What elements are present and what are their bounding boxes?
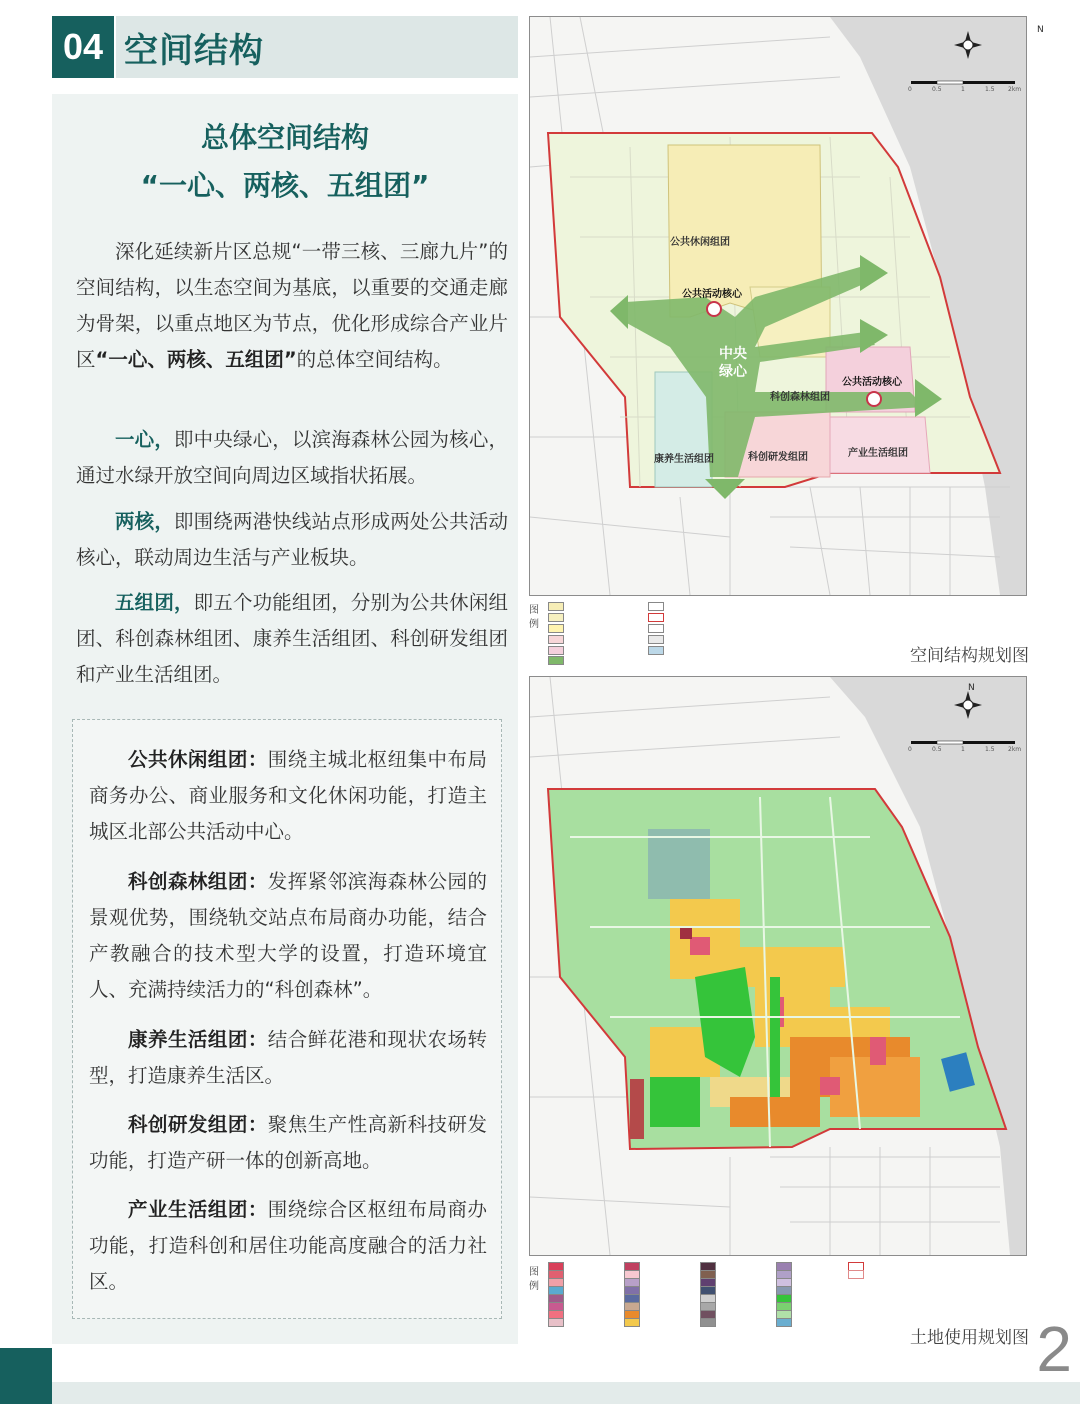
scale-bar <box>911 81 1015 84</box>
scale-0: 0 <box>908 86 912 93</box>
legend-swatches-1 <box>548 602 748 662</box>
section-number: 04 <box>52 16 114 78</box>
activity-core-marker-1 <box>707 302 721 316</box>
cluster-text: 结合鲜花港和现状农场转型，打造康养生活区。 <box>89 1028 487 1087</box>
label-core-2: 公共活动核心 <box>842 377 902 388</box>
cluster-name: 产业生活组团： <box>128 1198 268 1221</box>
north-letter: N <box>1037 25 1044 35</box>
cluster-rnd <box>89 1107 487 1179</box>
legend-swatches-2 <box>548 1262 888 1334</box>
scale-1: 1 <box>961 746 965 753</box>
point-text: 即五个功能组团，分别为公共休闲组团、科创森林组团、康养生活组团、科创研发组团和产业生活组团。 <box>76 591 508 686</box>
spatial-structure-svg <box>530 17 1026 595</box>
scale-1: 1 <box>961 86 965 93</box>
scale-1-5: 1.5 <box>985 86 995 93</box>
point-key: 一心， <box>115 428 174 451</box>
point-five-clusters <box>76 585 508 693</box>
footer-accent-block <box>0 1348 52 1404</box>
cluster-name: 科创研发组团： <box>128 1113 268 1136</box>
cluster-forest <box>89 864 487 1008</box>
footer-bar <box>52 1382 1080 1404</box>
cluster-text: 发挥紧邻滨海森林公园的景观优势，围绕轨交站点布局商办功能，结合产教融合的技术型大学的设置，打造环境宜人、充满持续活力的“科创森林”。 <box>89 870 487 1001</box>
cluster-leisure <box>89 742 487 850</box>
intro-text: 深化延续新片区总规“一带三核、三廊九片”的空间结构，以生态空间为基底，以重要的交通走廊为骨架，以重点地区为节点，优化形成综合产业片区 <box>76 240 508 371</box>
cluster-text: 聚焦生产性高新科技研发功能，打造产研一体的创新高地。 <box>89 1113 487 1172</box>
point-text: 即围绕两港快线站点形成两处公共活动核心，联动周边生活与产业板块。 <box>76 510 508 569</box>
west-strip <box>630 1079 644 1139</box>
text-panel <box>52 94 518 1344</box>
legend-title-2: 图例 <box>529 1267 539 1292</box>
scale-0: 0 <box>908 746 912 753</box>
intro-paragraph <box>76 234 508 378</box>
page-number: 2 <box>1036 1313 1072 1385</box>
heading-structure: 总体空间结构 <box>200 121 369 154</box>
heading-slogan: “一心、两核、五组团” <box>140 169 430 202</box>
point-key: 两核， <box>115 510 174 533</box>
legend-title-1: 图例 <box>529 605 539 630</box>
cluster-name: 科创森林组团： <box>128 870 268 893</box>
scale-2km: 2km <box>1008 746 1022 753</box>
cluster-text: 围绕综合区枢纽布局商办功能，打造科创和居住功能高度融合的活力社区。 <box>89 1198 487 1293</box>
scale-0-5: 0.5 <box>932 86 942 93</box>
label-green-core: 中央绿心 <box>719 346 747 380</box>
label-core-1: 公共活动核心 <box>682 289 742 300</box>
label-leisure: 公共休闲组团 <box>670 237 730 248</box>
spatial-structure-map <box>529 16 1044 596</box>
section-title: 空间结构 <box>124 30 264 71</box>
scale-0-5: 0.5 <box>932 746 942 753</box>
activity-core-marker-2 <box>867 392 881 406</box>
point-one-core <box>76 422 508 494</box>
scale-bar <box>911 741 1015 744</box>
landscape-basin <box>648 829 710 899</box>
cluster-health <box>89 1022 487 1094</box>
cluster-industry <box>89 1192 487 1300</box>
label-health: 康养生活组团 <box>654 454 714 465</box>
label-forest: 科创森林组团 <box>770 392 830 403</box>
north-letter: N <box>968 683 975 693</box>
cluster-description-box <box>72 719 502 1319</box>
map2-caption: 土地使用规划图 <box>910 1328 1029 1348</box>
cluster-name: 公共休闲组团： <box>128 748 268 771</box>
point-text: 即中央绿心，以滨海森林公园为核心，通过水绿开放空间向周边区域指状拓展。 <box>76 428 508 487</box>
cluster-name: 康养生活组团： <box>128 1028 268 1051</box>
map1-caption: 空间结构规划图 <box>910 646 1029 666</box>
point-two-cores <box>76 504 508 576</box>
scale-2km: 2km <box>1008 86 1022 93</box>
land-use-svg <box>530 677 1026 1255</box>
point-key: 五组团， <box>115 591 194 614</box>
intro-emphasis: “一心、两核、五组团” <box>95 348 297 371</box>
label-rnd: 科创研发组团 <box>748 452 808 463</box>
section-header <box>116 16 518 78</box>
label-industry: 产业生活组团 <box>848 448 908 459</box>
scale-1-5: 1.5 <box>985 746 995 753</box>
intro-text-end: 的总体空间结构。 <box>296 348 453 371</box>
cluster-text: 围绕主城北枢纽集中布局商务办公、商业服务和文化休闲功能，打造主城区北部公共活动中心。 <box>89 748 487 843</box>
land-use-map <box>529 676 1027 1256</box>
